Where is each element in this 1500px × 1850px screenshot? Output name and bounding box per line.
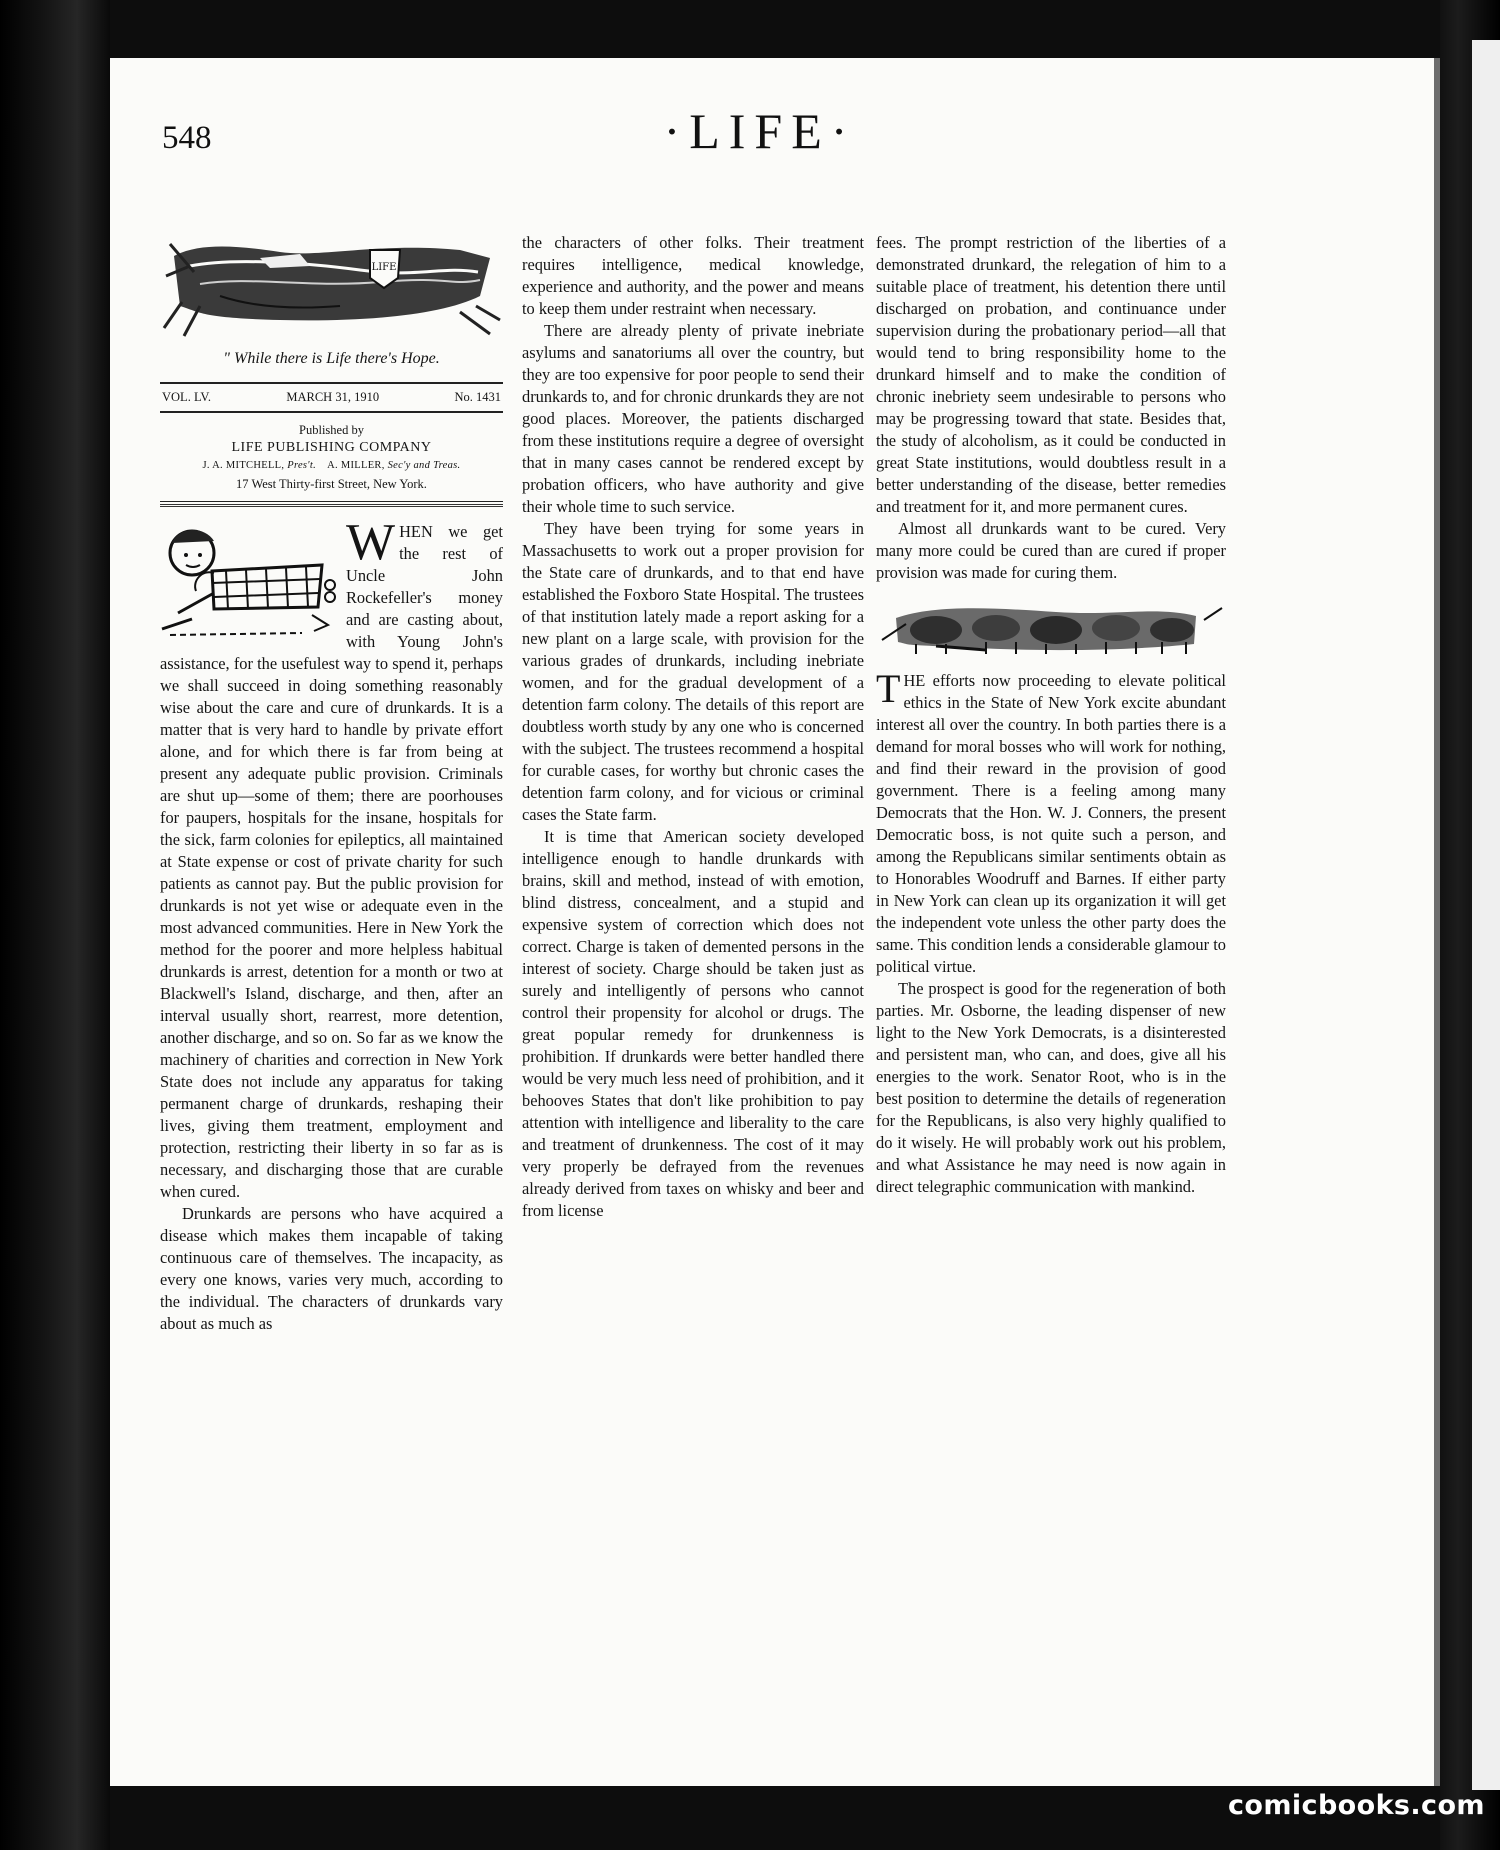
dateline (160, 382, 503, 413)
site-watermark: comicbooks.com (1228, 1790, 1485, 1821)
page-number: 548 (162, 120, 212, 156)
column-1 (160, 232, 503, 1335)
article-1-intro (160, 514, 503, 1203)
publisher-block (160, 413, 503, 502)
article-1-paragraph-5-continued: fees. The prompt restriction of the liberties of a demonstrated drunkard, the relegation of him to a suitable place of treatment, his detention there until discharged on probation, and continuance under supervision during the probationary period—all that would tend to bring responsibility home to the drunkard himself and to make the condition of chronic inebriety seem undesirable to persons who may be progressing toward that state. Besides that, the study of alcoholism, as it could be conducted in great State institutions, would doubtless result in a better understanding of the disease, better remedies and treatment for it, and more permanent cures. (876, 233, 1226, 516)
published-by: Published by (299, 423, 364, 437)
officer-2-title: Sec'y and Treas. (387, 460, 461, 471)
motto: " While there is Life there's Hope. (223, 350, 440, 367)
article-2 (876, 666, 1226, 978)
article-1-paragraph-2: Drunkards are persons who have acquired a disease which makes them incapable of taking continuous care of themselves. The incapacity, as every one knows, varies very much, according to the individual. The characters of drunkards vary about as much as (160, 1204, 503, 1333)
issue-date: MARCH 31, 1910 (286, 390, 380, 404)
masthead-title: ·LIFE· (663, 103, 857, 159)
article-1-paragraph-6: Almost all drunkards want to be cured. Very many more could be cured than are cured if proper provision was made for curing them. (876, 519, 1226, 582)
drop-cap-t: T (876, 666, 901, 711)
column-2 (522, 232, 864, 1222)
officer-1-title: Pres't. (287, 460, 316, 471)
book-spine (0, 0, 110, 1850)
publisher-company: LIFE PUBLISHING COMPANY (231, 440, 432, 455)
article-1-paragraph-5: It is time that American society developed intelligence enough to handle drunkards with brains, skill and method, instead of with emotion, blind distress, concealment, and a stupid and expensive system of correction which does not correct. Charge is taken of demented persons in the interest of society. Charge should be taken just as surely and intelligently of persons who cannot control their propensity for alcohol or drugs. The great popular remedy for drunkenness is prohibition. If drunkards were better handled there would be very much less need of prohibition, and it behooves States that don't like prohibition to pay attention with intelligence and liberality to the care and treatment of drunkenness. The cost of it may very properly be defrayed from the revenues already derived from taxes on whisky and beer and from license (522, 827, 864, 1220)
drop-cap-w: W (346, 514, 396, 571)
article-2-paragraph-1: HE efforts now proceeding to elevate political ethics in the State of New York excite abundant interest all over the country. In both parties there is a demand for moral bosses who will work for nothing, and find their reward in the provision of good government. There is a feeling among many Democrats that the Hon. W. J. Conners, the present Democratic boss, is not quite such a person, and among the Republicans similar sentiments obtain as to Honorables Woodruff and Barnes. If either party in New York can clean up its organization it will get the independent vote unless the other party does the same. This condition lends a considerable glamour to political virtue. (876, 671, 1226, 976)
officer-2-name: A. MILLER, (327, 460, 385, 471)
issue-number: No. 1431 (454, 390, 501, 404)
column-3 (876, 232, 1226, 1198)
officer-1-name: J. A. MITCHELL, (202, 460, 285, 471)
next-page-edge (1472, 40, 1500, 1790)
article-1-paragraph-3: There are already plenty of private inebriate asylums and sanatoriums all over the country, but they are too expensive for poor people to send their drunkards to, and for chronic drunkards they are not good places. Moreover, the patients discharged from these institutions require a degree of oversight that in many cases cannot be rendered except by probation officers, who have authority and give their whole time to such service. (522, 321, 864, 516)
article-2-paragraph-2: The prospect is good for the regeneration of both parties. Mr. Osborne, the leading dispenser of new light to the New York Democrats, is a disinterested and persistent man, who can, and does, give all his energies to the work. Senator Root, who is in the best position to determine the details of regeneration for the Republicans, is also very highly qualified to do it wisely. He will probably work out his problem, and what Assistance he may need is now again in direct telegraphic communication with mankind. (876, 979, 1226, 1196)
life-header-illustration (160, 236, 503, 340)
herd-of-animals-illustration (876, 600, 1226, 656)
section-rule (160, 502, 503, 507)
svg-text:LIFE: LIFE (371, 262, 397, 273)
volume-number: VOL. LV. (162, 390, 211, 404)
article-1-paragraph-4: They have been trying for some years in Massachusetts to work out a proper provision for the State care of drunkards, and to that end have established the Foxboro State Hospital. The trustees of that institution lately made a report asking for a new plant on a large scale, with provision for the various grades of drunkards, including inebriate women, and for the gradual development of a detention farm colony. The details of this report are doubtless worth study by any one who is concerned with the subject. The trustees recommend a hospital for curable cases, for worthy but chronic cases the detention farm colony, and for vicious or criminal cases the State farm. (522, 519, 864, 824)
publisher-address: 17 West Thirty-first Street, New York. (236, 477, 427, 491)
boy-in-washtub-illustration (152, 521, 342, 641)
officers-line (160, 457, 503, 475)
article-1-paragraph-2-continued: the characters of other folks. Their treatment requires intelligence, medical knowledge, experience and authority, and the power and means to keep them under restraint when necessary. (522, 233, 864, 318)
article-1-paragraph-1: HEN we get the rest of Uncle John Rockefeller's money and are casting about, with Young John's assistance, for the usefulest way to spend it, perhaps we shall succeed in doing something reasonably wise about the care and cure of drunkards. It is a matter that is very hard to handle by private effort alone, and for which there is far from being at present any adequate public provision. Criminals are shut up—some of them; there are poorhouses for paupers, hospitals for the insane, hospitals for the sick, farm colonies for epileptics, all maintained at State expense or cost of private charity for such patients as cannot pay. But the public provision for drunkards is not yet wise or adequate even in the most advanced communities. Here in New York the method for the poorer and more helpless habitual drunkards is arrest, detention for a month or two at Blackwell's Island, discharge, and then, after an interval usually short, rearrest, more detention, another discharge, and so on. So far as we know the machinery of charities and correction in New York State does not include any apparatus for taking permanent charge of drunkards, reshaping their lives, giving them treatment, employment and protection, restricting their liberty in so far as is necessary, and discharging those that are curable when cured. (160, 522, 503, 1201)
